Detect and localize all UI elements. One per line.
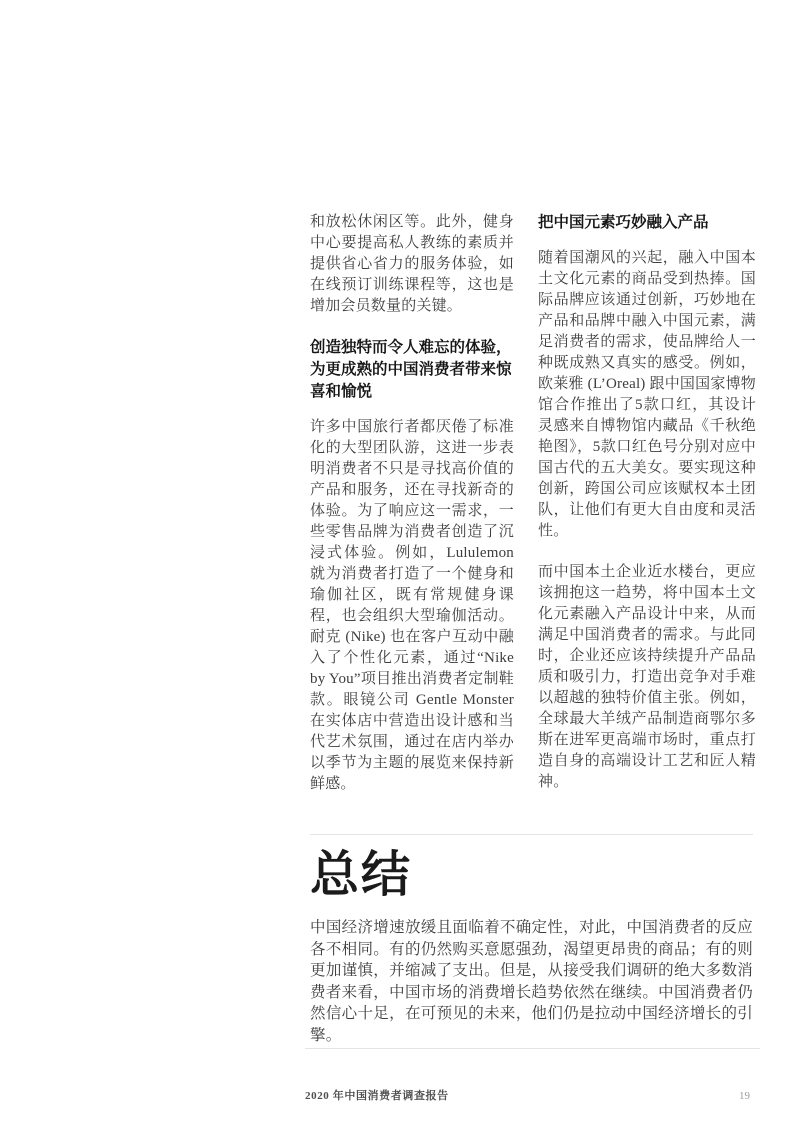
paragraph-fitness-services: 和放松休闲区等。此外，健身中心要提高私人教练的素质并提供省心省力的服务体验，如在线预订训练课程等，这也是增加会员数量的关键。 bbox=[310, 214, 514, 314]
right-column bbox=[538, 212, 756, 815]
page-footer bbox=[305, 1048, 760, 1103]
subheading-chinese-elements: 把中国元素巧妙融入产品 bbox=[538, 214, 709, 231]
paragraph-guochao-trend: 随着国潮风的兴起，融入中国本土文化元素的商品受到热捧。国际品牌应该通过创新，巧妙地在产品和品牌中融入中国元素，满足消费者的需求，使品牌给人一种既成熟又真实的感受。例如，欧莱雅 (L’Oreal) 跟中国国家博物馆合作推出了5款口红，其设计灵感来自博物馆内藏品《千秋绝艳图》，5款口红色号分别对应中国古代的五大美女。要实现这种创新，跨国公司应该赋权本土团队，让他们有更大自由度和灵活性。 bbox=[538, 250, 756, 539]
summary-paragraph: 中国经济增速放缓且面临着不确定性，对此，中国消费者的反应各不相同。有的仍然购买意愿强劲，渴望更昂贵的商品；有的则更加谨慎，并缩减了支出。但是，从接受我们调研的绝大多数消费者来看，中国市场的消费增长趋势依然在继续。中国消费者仍然信心十足，在可预见的未来，他们仍是拉动中国经济增长的引擎。 bbox=[310, 919, 753, 1044]
two-column-article bbox=[310, 212, 756, 815]
page-number: 19 bbox=[739, 1090, 750, 1102]
left-column bbox=[310, 212, 514, 815]
footer-divider bbox=[305, 1048, 760, 1049]
summary-section bbox=[310, 834, 753, 1046]
summary-divider bbox=[310, 834, 753, 835]
footer-row bbox=[305, 1087, 760, 1103]
paragraph-local-brands: 而中国本土企业近水楼台，更应该拥抱这一趋势，将中国本土文化元素融入产品设计中来，从而满足中国消费者的需求。与此同时，企业还应该持续提升产品品质和吸引力，打造出竞争对手难以超越的独特价值主张。例如，全球最大羊绒产品制造商鄂尔多斯在进军更高端市场时，重点打造自身的高端设计工艺和匠人精神。 bbox=[538, 564, 756, 790]
subheading-unique-experiences: 创造独特而令人难忘的体验，为更成熟的中国消费者带来惊喜和愉悦 bbox=[310, 339, 512, 400]
report-title: 2020 年中国消费者调查报告 bbox=[305, 1090, 449, 1102]
summary-heading: 总结 bbox=[310, 847, 413, 902]
paragraph-immersive-experiences: 许多中国旅行者都厌倦了标准化的大型团队游，这进一步表明消费者不只是寻找高价值的产品和服务，还在寻找新奇的体验。为了响应这一需求，一些零售品牌为消费者创造了沉浸式体验。例如，Lululemon就为消费者打造了一个健身和瑜伽社区，既有常规健身课程，也会组织大型瑜伽活动。耐克 (Nike) 也在客户互动中融入了个性化元素，通过“Nike by You”项目推出消费者定制鞋款。眼镜公司 Gentle Monster在实体店中营造出设计感和当代艺术氛围，通过在店内举办以季节为主题的展览来保持新鲜感。 bbox=[310, 419, 514, 792]
